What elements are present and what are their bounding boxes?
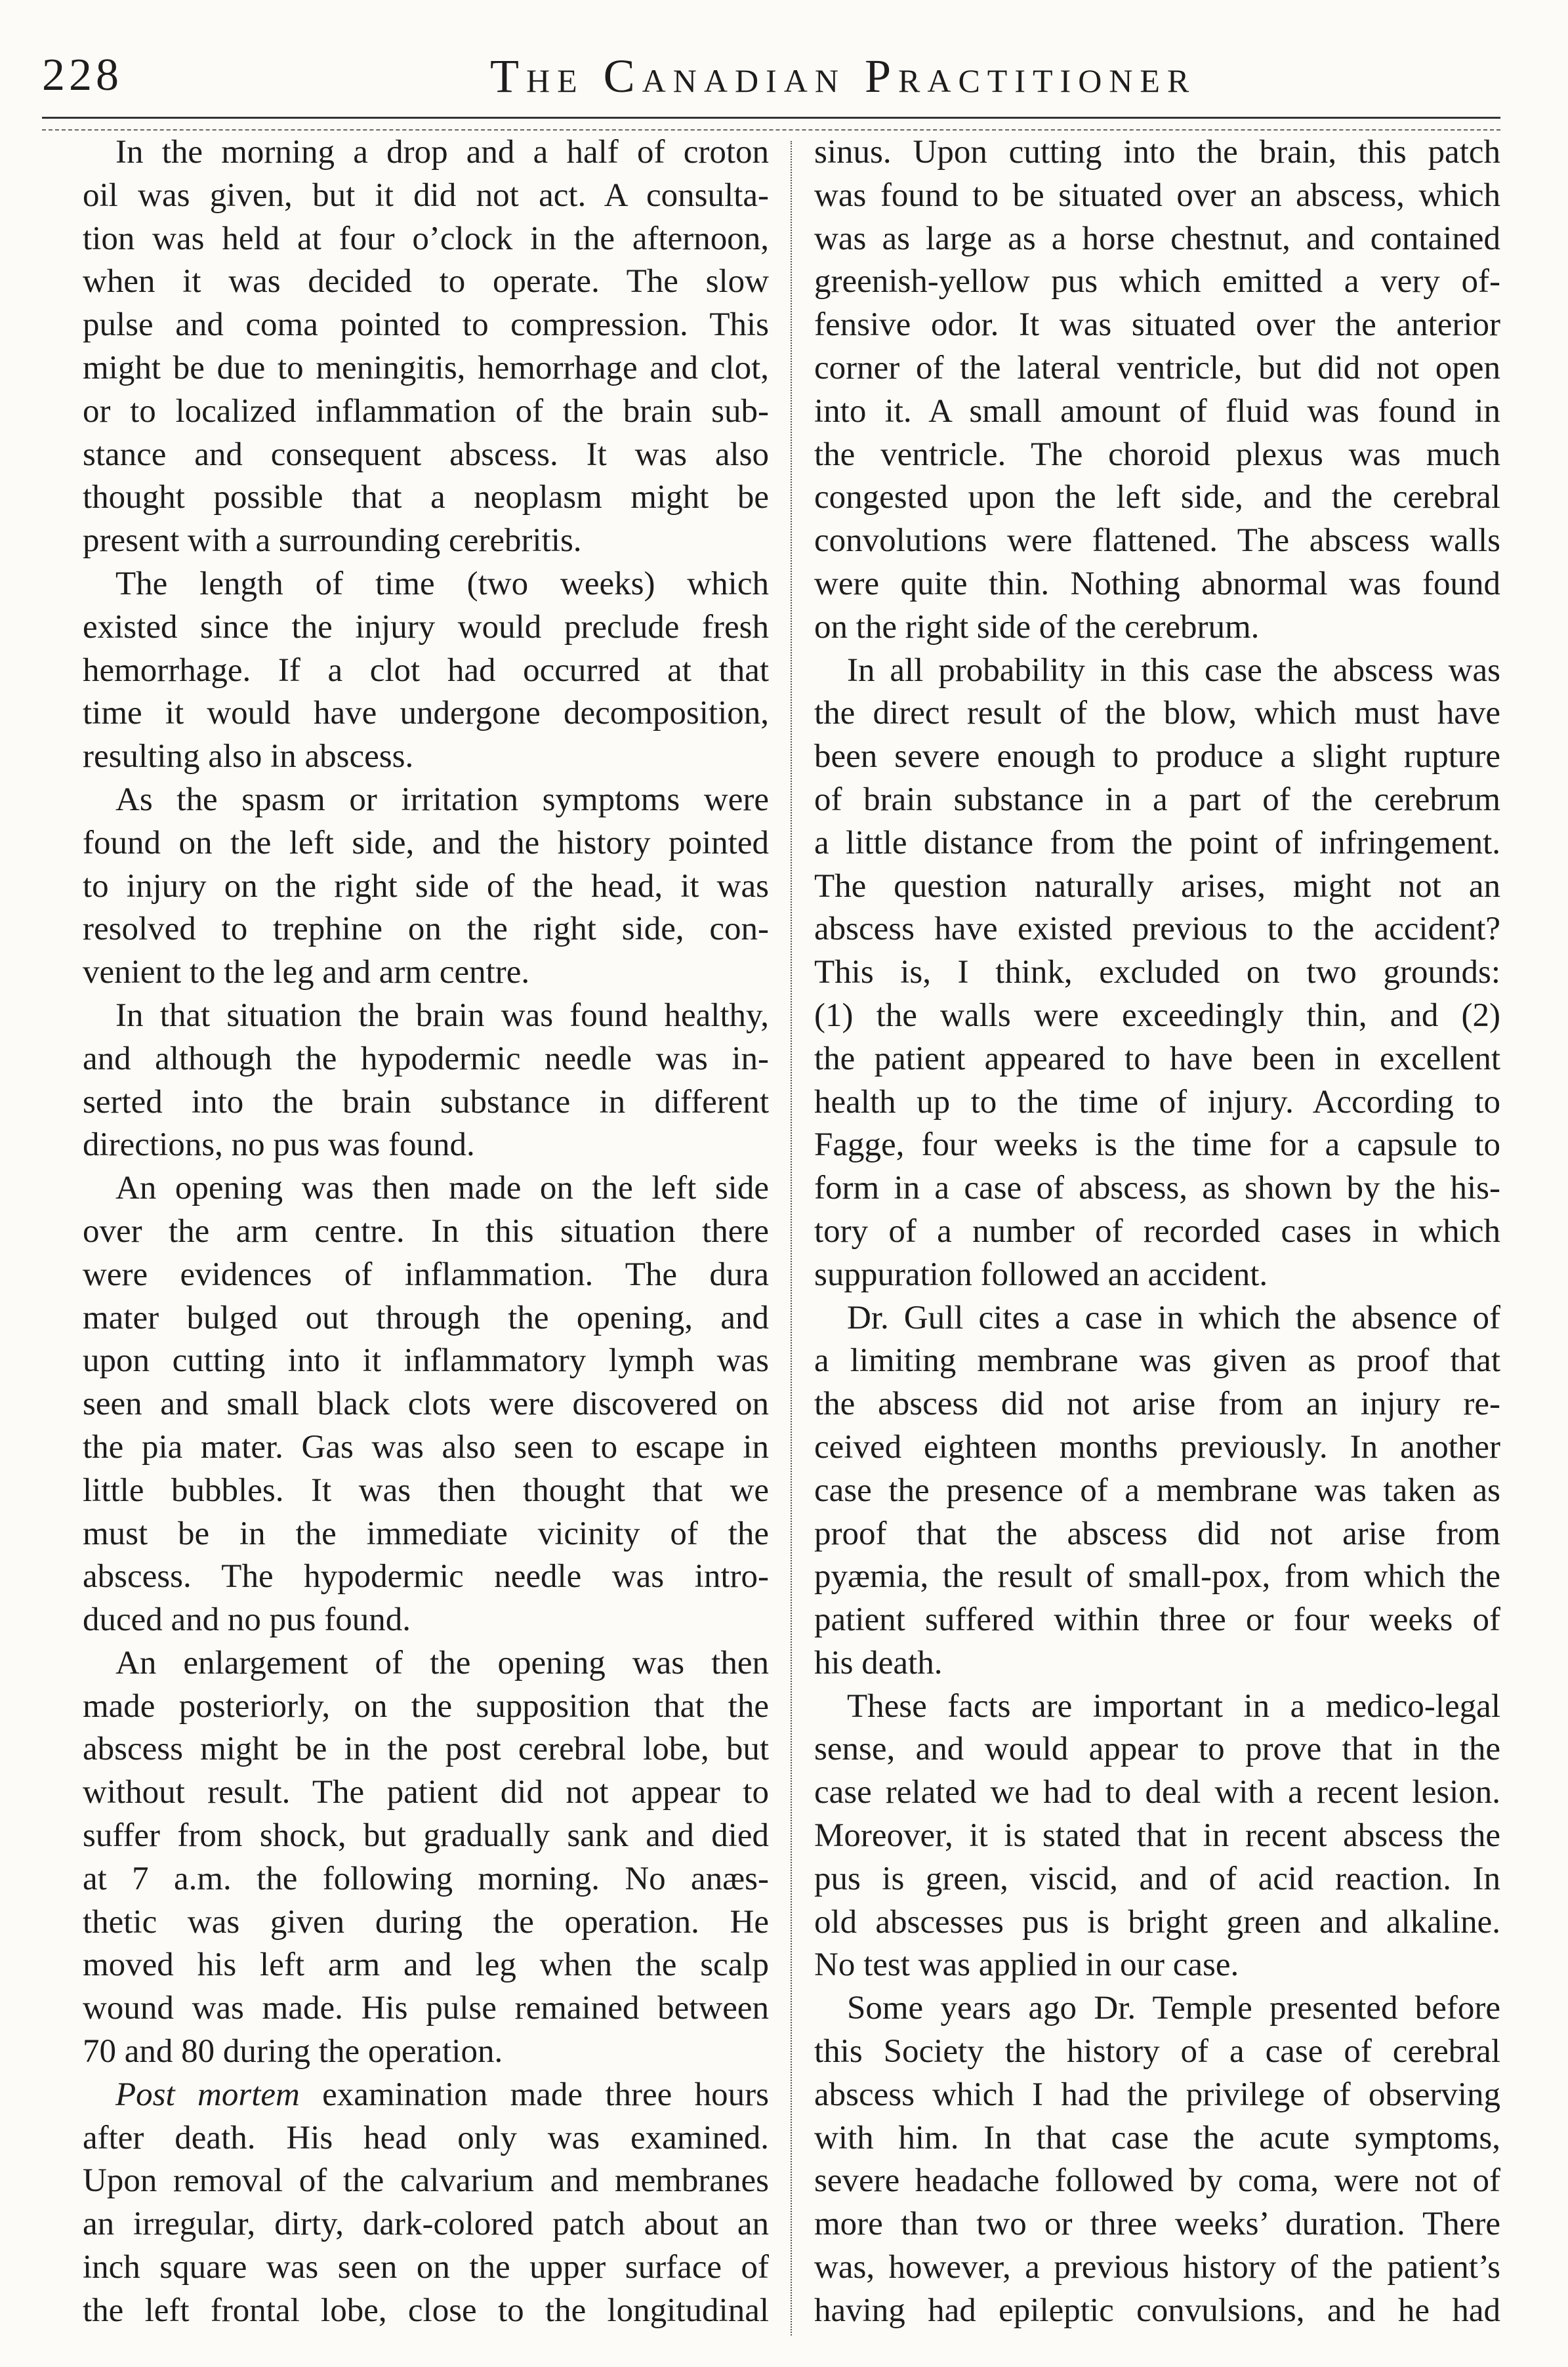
text-line: resulting also in abscess.	[83, 738, 414, 775]
text-line: over the arm centre. In this situation there	[83, 1212, 769, 1250]
text-line: was as large as a horse chestnut, and contained	[814, 220, 1500, 257]
text-line: fensive odor. It was situated over the anterior	[814, 306, 1500, 344]
text-line: old abscesses pus is bright green and alkaline.	[814, 1903, 1500, 1941]
paragraph-first-line: The length of time (two weeks) which	[115, 565, 769, 602]
text-line: was found to be situated over an abscess, which	[814, 176, 1500, 214]
right-column	[814, 131, 1500, 2333]
text-line: found on the left side, and the history pointed	[83, 824, 769, 861]
text-line: into it. A small amount of fluid was found in	[814, 392, 1500, 430]
text-line: his death.	[814, 1644, 943, 1681]
line-text: examination made three hours	[322, 2076, 769, 2113]
text-line: 70 and 80 during the operation.	[83, 2033, 503, 2070]
text-line: of brain substance in a part of the cerebrum	[814, 781, 1500, 818]
text-line: proof that the abscess did not arise from	[814, 1515, 1500, 1552]
text-line: stance and consequent abscess. It was also	[83, 436, 769, 473]
paragraph-first-line: In all probability in this case the abscess was	[847, 651, 1500, 689]
text-line: with him. In that case the acute symptoms,	[814, 2119, 1500, 2156]
text-line: little bubbles. It was then thought that we	[83, 1472, 769, 1509]
paragraph-first-line: Some years ago Dr. Temple presented before	[847, 1990, 1500, 2027]
text-line: case related we had to deal with a recent lesion.	[814, 1774, 1500, 1811]
text-line: at 7 a.m. the following morning. No anæs-	[83, 1860, 769, 1897]
paragraph-first-line: Dr. Gull cites a case in which the absence of	[847, 1299, 1500, 1336]
text-line: congested upon the left side, and the cerebral	[814, 479, 1500, 516]
text-line: oil was given, but it did not act. A consulta-	[83, 176, 769, 214]
paragraph-first-line: As the spasm or irritation symptoms were	[115, 781, 769, 818]
text-line: having had epileptic convulsions, and he had	[814, 2292, 1500, 2329]
text-line: (1) the walls were exceedingly thin, and (2)	[814, 997, 1500, 1034]
text-line: the left frontal lobe, close to the longitudinal	[83, 2292, 769, 2329]
text-line: The question naturally arises, might not an	[814, 867, 1500, 905]
text-line: abscess. The hypodermic needle was intro-	[83, 1558, 769, 1595]
text-line: Fagge, four weeks is the time for a capsule to	[814, 1126, 1500, 1164]
text-line: greenish-yellow pus which emitted a very of-	[814, 263, 1500, 300]
text-line: resolved to trephine on the right side, con-	[83, 911, 769, 948]
text-line: must be in the immediate vicinity of the	[83, 1515, 769, 1552]
text-line: the direct result of the blow, which must have	[814, 695, 1500, 732]
text-line: Upon removal of the calvarium and membranes	[83, 2162, 769, 2200]
text-line: ceived eighteen months previously. In another	[814, 1428, 1500, 1466]
text-line: duced and no pus found.	[83, 1601, 411, 1639]
header-rule	[42, 117, 1500, 119]
italic-phrase: Post mortem	[115, 2076, 300, 2113]
text-line: suffer from shock, but gradually sank and died	[83, 1817, 769, 1855]
text-line: existed since the injury would preclude fresh	[83, 608, 769, 646]
text-line: serted into the brain substance in different	[83, 1083, 769, 1121]
text-line: suppuration followed an accident.	[814, 1256, 1268, 1293]
text-line: a limiting membrane was given as proof that	[814, 1342, 1500, 1380]
text-line: sense, and would appear to prove that in the	[814, 1731, 1500, 1768]
text-line: present with a surrounding cerebritis.	[83, 522, 582, 560]
text-line: convolutions were flattened. The abscess walls	[814, 522, 1500, 560]
journal-title: The Canadian Practitioner	[490, 50, 1197, 102]
paragraph-first-line: An enlargement of the opening was then	[115, 1644, 769, 1681]
text-line: or to localized inflammation of the brain sub-	[83, 392, 769, 430]
text-line: pulse and coma pointed to compression. This	[83, 306, 769, 344]
text-line: sinus. Upon cutting into the brain, this patch	[814, 134, 1500, 171]
left-column	[83, 131, 769, 2333]
paragraph-first-line	[83, 2074, 769, 2117]
text-line: tory of a number of recorded cases in which	[814, 1212, 1500, 1250]
page-number: 228	[42, 50, 123, 100]
text-line: to injury on the right side of the head, it was	[83, 867, 769, 905]
text-line: No test was applied in our case.	[814, 1946, 1239, 1984]
text-line: on the right side of the cerebrum.	[814, 608, 1260, 646]
text-line: and although the hypodermic needle was in-	[83, 1040, 769, 1077]
text-line: more than two or three weeks’ duration. There	[814, 2206, 1500, 2243]
text-line: without result. The patient did not appear to	[83, 1774, 769, 1811]
header-rule-dashed	[42, 129, 1500, 131]
text-line: after death. His head only was examined.	[83, 2119, 769, 2156]
text-line: pyæmia, the result of small-pox, from which the	[814, 1558, 1500, 1595]
text-line: patient suffered within three or four weeks of	[814, 1601, 1500, 1639]
paragraph-first-line: In that situation the brain was found healthy,	[115, 997, 769, 1034]
text-line: the patient appeared to have been in excellent	[814, 1040, 1500, 1077]
text-line: when it was decided to operate. The slow	[83, 263, 769, 300]
text-line: mater bulged out through the opening, and	[83, 1299, 769, 1336]
text-line: seen and small black clots were discovered on	[83, 1386, 769, 1423]
text-line: this Society the history of a case of cerebral	[814, 2033, 1500, 2070]
text-line: venient to the leg and arm centre.	[83, 954, 530, 991]
text-line: time it would have undergone decomposition,	[83, 695, 769, 732]
text-line: abscess which I had the privilege of observing	[814, 2076, 1500, 2113]
text-line: hemorrhage. If a clot had occurred at that	[83, 651, 769, 689]
text-line: a little distance from the point of infringement.	[814, 824, 1500, 861]
text-line: the ventricle. The choroid plexus was much	[814, 436, 1500, 473]
text-line: upon cutting into it inflammatory lymph was	[83, 1342, 769, 1380]
text-line: pus is green, viscid, and of acid reaction. In	[814, 1860, 1500, 1897]
text-line: corner of the lateral ventricle, but did not open	[814, 349, 1500, 386]
text-line: form in a case of abscess, as shown by the his-	[814, 1170, 1500, 1207]
text-line: was, however, a previous history of the patient’s	[814, 2249, 1500, 2286]
column-divider	[791, 141, 792, 2336]
paragraph-first-line: These facts are important in a medico-legal	[847, 1687, 1500, 1725]
text-line: the pia mater. Gas was also seen to escape in	[83, 1428, 769, 1466]
text-line: directions, no pus was found.	[83, 1126, 475, 1164]
text-line: were quite thin. Nothing abnormal was found	[814, 565, 1500, 602]
text-line: severe headache followed by coma, were not of	[814, 2162, 1500, 2200]
text-line: tion was held at four o’clock in the afternoon,	[83, 220, 769, 257]
text-line: the abscess did not arise from an injury re-	[814, 1386, 1500, 1423]
text-line: thought possible that a neoplasm might be	[83, 479, 769, 516]
text-line: This is, I think, excluded on two grounds:	[814, 954, 1500, 991]
text-line: been severe enough to produce a slight rupture	[814, 738, 1500, 775]
text-line: Moreover, it is stated that in recent abscess the	[814, 1817, 1500, 1855]
text-line: health up to the time of injury. According to	[814, 1083, 1500, 1121]
text-line: moved his left arm and leg when the scalp	[83, 1946, 769, 1984]
text-line: abscess might be in the post cerebral lobe, but	[83, 1731, 769, 1768]
paragraph-first-line: In the morning a drop and a half of croton	[115, 134, 769, 171]
paragraph-first-line: An opening was then made on the left side	[115, 1170, 769, 1207]
text-line: wound was made. His pulse remained between	[83, 1990, 769, 2027]
text-line: inch square was seen on the upper surface of	[83, 2249, 769, 2286]
text-line: made posteriorly, on the supposition that the	[83, 1687, 769, 1725]
text-line: abscess have existed previous to the accident?	[814, 911, 1500, 948]
text-line: an irregular, dirty, dark-colored patch about an	[83, 2206, 769, 2243]
text-line: might be due to meningitis, hemorrhage and clot,	[83, 349, 769, 386]
text-line: thetic was given during the operation. He	[83, 1903, 769, 1941]
text-line: were evidences of inflammation. The dura	[83, 1256, 769, 1293]
text-line: case the presence of a membrane was taken as	[814, 1472, 1500, 1509]
